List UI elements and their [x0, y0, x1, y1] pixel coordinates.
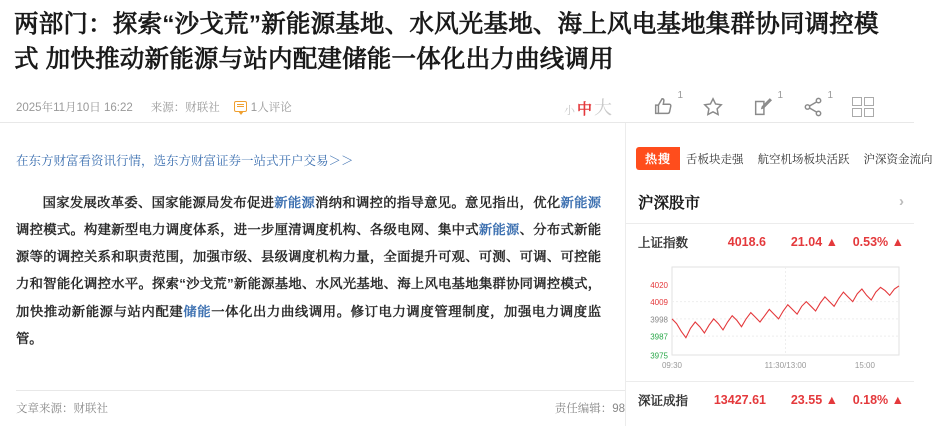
- footer-divider: [16, 390, 625, 391]
- quote-percent: 0.53% ▲: [852, 234, 904, 249]
- quote-change: 21.04 ▲: [790, 234, 838, 249]
- hot-item-1[interactable]: 航空机场板块活跃: [757, 153, 850, 166]
- comment-link[interactable]: [234, 99, 292, 115]
- action-icons: [652, 89, 874, 118]
- publish-date: 2025年11月10日 16:22: [16, 101, 133, 114]
- hot-item-0[interactable]: 舌板块走强: [686, 153, 744, 166]
- quote-change: 23.55 ▲: [790, 392, 838, 407]
- page-title: 两部门：探索“沙戈荒”新能源基地、水风光基地、海上风电基地集群协同调控模式 加快推动新能源与站内配建储能一体化出力曲线调用: [14, 11, 879, 73]
- quote-name: 深证成指: [638, 393, 689, 408]
- svg-text:3975: 3975: [650, 351, 668, 361]
- edit-count: 1: [777, 89, 783, 101]
- article-paragraph: [16, 189, 601, 353]
- star-icon[interactable]: [702, 96, 724, 118]
- quote-price: 13427.61: [713, 392, 766, 407]
- quote-name: 上证指数: [638, 235, 689, 250]
- grid-cell: [852, 108, 862, 117]
- font-size-large[interactable]: 大: [594, 97, 612, 118]
- market-panel-title[interactable]: [626, 191, 914, 213]
- right-rail: [625, 123, 933, 426]
- article-footer: [0, 390, 625, 426]
- grid-view-icon[interactable]: [852, 97, 874, 117]
- quote-percent: 0.18% ▲: [852, 392, 904, 407]
- edit-icon[interactable]: [752, 89, 783, 118]
- font-size-switcher[interactable]: [564, 94, 612, 120]
- article-column: [0, 123, 625, 426]
- paragraph-link[interactable]: 新能源: [478, 221, 520, 237]
- thumbs-up-icon[interactable]: [652, 89, 683, 118]
- paragraph-text: 一体化出力曲线调用。修订电力调度管理制度，加强电力调度监管。: [16, 303, 602, 346]
- footer-row: [16, 400, 625, 416]
- quote-row[interactable]: [626, 224, 914, 257]
- svg-text:4009: 4009: [650, 297, 668, 307]
- comment-icon: [234, 101, 247, 112]
- content-body: [0, 123, 933, 426]
- grid-cell: [864, 97, 874, 106]
- market-title-label: 沪深股市: [638, 194, 701, 212]
- source-name: 财联社: [185, 101, 220, 114]
- svg-text:15:00: 15:00: [854, 360, 875, 370]
- intraday-chart: [638, 261, 904, 373]
- paragraph-text: 消纳和调控的指导意见。意见指出，优化: [315, 194, 561, 210]
- share-icon[interactable]: [802, 89, 833, 118]
- svg-text:11:30/13:00: 11:30/13:00: [764, 360, 807, 370]
- svg-text:09:30: 09:30: [661, 360, 683, 370]
- quote-price: 4018.6: [727, 234, 766, 249]
- quote-row[interactable]: [626, 382, 914, 415]
- font-size-small[interactable]: 小: [563, 104, 575, 117]
- chevron-right-icon[interactable]: ›: [899, 193, 904, 211]
- paragraph-text: 国家发展改革委、国家能源局发布促进: [42, 194, 275, 210]
- paragraph-link[interactable]: 新能源: [274, 194, 316, 210]
- intraday-chart-svg: [638, 261, 905, 373]
- grid-cell: [852, 97, 862, 106]
- comment-count: 1人评论: [250, 101, 292, 114]
- footer-source-name: 财联社: [73, 402, 108, 415]
- like-count: 1: [677, 89, 683, 101]
- source-label: 来源：: [150, 101, 186, 114]
- svg-text:3987: 3987: [650, 332, 668, 342]
- svg-text:3998: 3998: [650, 314, 668, 324]
- grid-cell: [864, 108, 874, 117]
- svg-text:4020: 4020: [650, 280, 668, 290]
- share-count: 1: [827, 89, 833, 101]
- font-size-medium[interactable]: 中: [576, 100, 592, 118]
- paragraph-link[interactable]: 新能源: [560, 194, 602, 210]
- paragraph-link[interactable]: 储能: [183, 303, 212, 319]
- paragraph-text: 调控模式。构建新型电力调度体系，进一步厘清调度机构、各级电网、集中式: [16, 221, 479, 237]
- article-meta-row: [0, 89, 914, 122]
- hot-badge: 热搜: [636, 147, 680, 170]
- hot-search-bar: [626, 147, 933, 171]
- hot-search-items: [686, 151, 933, 167]
- promo-link[interactable]: 在东方财富看资讯行情，选东方财富证券一站式开户交易＞＞: [16, 153, 354, 168]
- footer-source-label: 文章来源：: [16, 402, 74, 415]
- paragraph-text: 、分布式新能源等的调控关系和职责范围，加强市级、县级调度机构力量，全面提升可观、可测、可调、可控能力和智能化调控水平。探索“沙戈荒”新能源基地、水风光基地、海上风电基地集群协同调控模式，加快推动新能源与站内配建: [16, 221, 602, 319]
- footer-editor: 责任编辑：98: [554, 402, 625, 415]
- hot-item-2[interactable]: 沪深资金流向: [863, 153, 933, 166]
